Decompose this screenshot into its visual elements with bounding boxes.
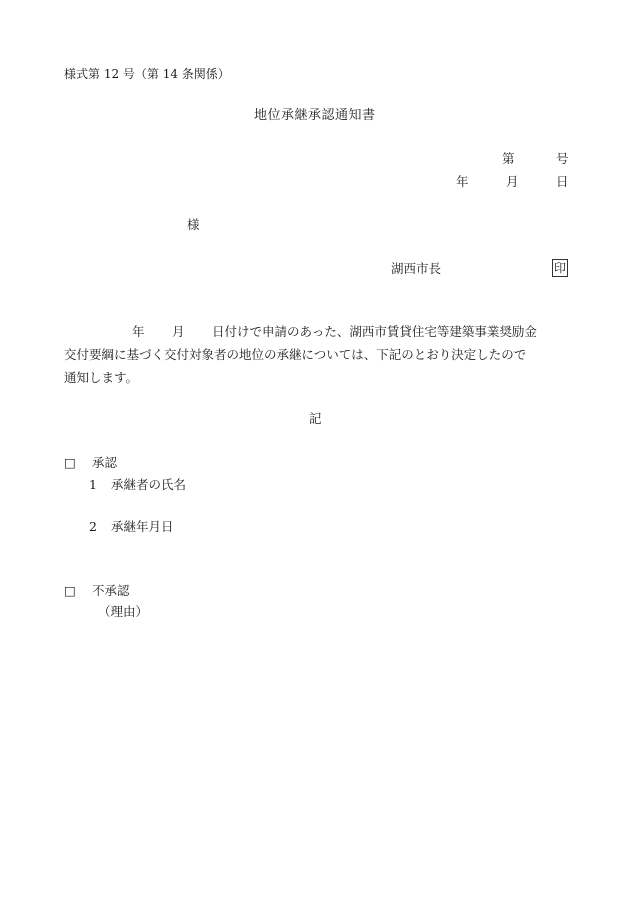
seal-stamp: 印 xyxy=(553,261,566,275)
disapprove-checkbox[interactable]: □ xyxy=(64,583,76,598)
date-day-label: 日 xyxy=(556,174,569,189)
disapprove-label: 不承認 xyxy=(92,583,130,598)
reference-dai: 第 xyxy=(502,151,515,166)
body-line-1-text: 日付けで申請のあった、湖西市賃貸住宅等建築事業奨励金 xyxy=(212,324,537,339)
item-number: 2 xyxy=(89,519,97,534)
date-month-label: 月 xyxy=(506,174,519,189)
list-item xyxy=(89,479,186,492)
body-date-month: 月 xyxy=(172,324,185,339)
body-line-3: 通知します。 xyxy=(64,370,139,385)
document-title: 地位承継承認通知書 xyxy=(254,108,376,123)
ki-heading: 記 xyxy=(309,411,322,426)
date-year-label: 年 xyxy=(456,174,469,189)
reference-go: 号 xyxy=(556,151,569,166)
list-item xyxy=(89,521,174,534)
body-line-2: 交付要綱に基づく交付対象者の地位の承継については、下記のとおり決定したので xyxy=(64,347,527,362)
body-date-year: 年 xyxy=(132,324,145,339)
approve-checkbox[interactable]: □ xyxy=(64,455,76,470)
item-number: 1 xyxy=(89,477,97,492)
addressee-honorific: 様 xyxy=(187,217,200,232)
reason-label: （理由） xyxy=(98,604,149,619)
form-number: 様式第 12 号（第 14 条関係） xyxy=(64,67,230,81)
item-text: 承継年月日 xyxy=(111,519,174,534)
issuer-title: 湖西市長 xyxy=(391,261,442,276)
approve-label: 承認 xyxy=(92,455,118,470)
item-text: 承継者の氏名 xyxy=(111,477,187,492)
